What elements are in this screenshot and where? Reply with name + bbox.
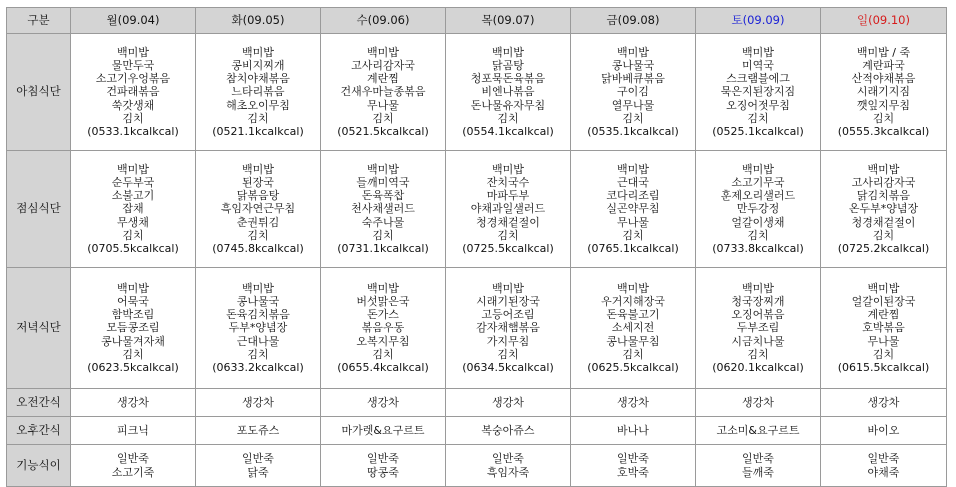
menu-item: 콩나물겨자채	[101, 334, 165, 348]
menu-item: 무나물	[867, 334, 900, 348]
menu-item: 시금치나물	[731, 334, 785, 348]
breakfast-cell-mon	[71, 34, 196, 151]
menu-item: 청경채겉절이	[851, 215, 916, 229]
menu-item: 생강차	[867, 395, 900, 409]
menu-item: 김치	[622, 228, 644, 242]
menu-item: 김치	[372, 347, 394, 361]
menu-item: 호박죽	[617, 465, 649, 479]
functional-diet-cell-sun	[821, 445, 947, 487]
menu-item: 미역국	[742, 59, 774, 73]
menu-item: 어묵국	[117, 295, 149, 309]
header-day-sun: 일(09.10)	[821, 8, 947, 34]
menu-item: 소고기우엉볶음	[95, 72, 171, 86]
breakfast-cell-wed	[321, 34, 446, 151]
menu-item: 닭김치볶음	[856, 189, 911, 203]
menu-item: 김치	[247, 228, 269, 242]
menu-item: 계란찜	[867, 308, 900, 322]
menu-item: 포도쥬스	[236, 423, 280, 437]
menu-item: 일반죽	[742, 452, 774, 466]
functional-diet-row	[7, 445, 947, 487]
menu-item: 김치	[622, 347, 644, 361]
menu-item: 백미밥	[867, 282, 900, 296]
menu-item: 느타리볶음	[231, 85, 285, 99]
menu-item: 바이오	[867, 423, 900, 437]
menu-item: 스크램블에그	[726, 72, 790, 86]
header-label: 구분	[7, 8, 71, 34]
menu-item: (0655.4kcalkcal)	[337, 360, 429, 374]
menu-item: 실곤약무침	[606, 202, 660, 216]
menu-item: 춘권튀김	[236, 215, 280, 229]
header-day-tue: 화(09.05)	[196, 8, 321, 34]
afternoon-snack-cell-mon	[71, 417, 196, 445]
menu-item: 계란찜	[367, 72, 399, 86]
menu-item: 백미밥	[617, 46, 649, 60]
menu-item: 근대국	[617, 176, 649, 190]
morning-snack-cell-mon	[71, 389, 196, 417]
morning-snack-cell-fri	[571, 389, 696, 417]
menu-item: 돈육불고기	[606, 308, 660, 322]
menu-item: 돈육김치볶음	[226, 308, 290, 322]
menu-item: 야채죽	[867, 465, 900, 479]
header-day-wed: 수(09.06)	[321, 8, 446, 34]
morning-snack-cell-thu	[446, 389, 571, 417]
menu-item: 오징어볶음	[731, 308, 785, 322]
menu-item: (0733.8kcalkcal)	[712, 241, 804, 255]
afternoon-snack-cell-thu	[446, 417, 571, 445]
menu-item: 김치	[622, 111, 644, 125]
dinner-cell-sun	[821, 268, 947, 389]
menu-item: 백미밥	[117, 282, 149, 296]
menu-item: 닭죽	[247, 465, 269, 479]
menu-item: 산적야채볶음	[851, 72, 916, 86]
menu-item: 돈가스	[367, 308, 399, 322]
lunch-row	[7, 151, 947, 268]
menu-item: 백미밥	[742, 163, 774, 177]
menu-item: 소고기무국	[731, 176, 785, 190]
menu-item: 백미밥	[117, 46, 149, 60]
functional-diet-cell-tue	[196, 445, 321, 487]
menu-item: 백미밥	[242, 282, 274, 296]
menu-item: 콩비지찌개	[231, 59, 285, 73]
functional-diet-cell-mon	[71, 445, 196, 487]
functional-diet-cell-fri	[571, 445, 696, 487]
menu-item: 일반죽	[617, 452, 649, 466]
menu-item: 시래기지짐	[856, 85, 911, 99]
menu-item: 김치	[872, 111, 895, 125]
menu-item: (0731.1kcalkcal)	[337, 241, 429, 255]
menu-item: 백미밥	[367, 282, 399, 296]
header-row	[7, 8, 947, 34]
header-day-sat: 토(09.09)	[696, 8, 821, 34]
menu-item: 김치	[872, 347, 895, 361]
breakfast-cell-thu	[446, 34, 571, 151]
menu-item: 청경채겉절이	[476, 215, 540, 229]
menu-item: 고등어조림	[481, 308, 535, 322]
afternoon-snack-cell-sun	[821, 417, 947, 445]
menu-item: 백미밥	[617, 282, 649, 296]
menu-item: 순두부국	[111, 176, 155, 190]
menu-item: (0705.5kcalkcal)	[87, 241, 179, 255]
morning-snack-cell-tue	[196, 389, 321, 417]
menu-item: 묵은지된장지짐	[720, 85, 796, 99]
menu-item: 된장국	[242, 176, 274, 190]
menu-item: 흑임자죽	[486, 465, 530, 479]
menu-item: 건새우마늘종볶음	[340, 85, 426, 99]
menu-item: 생강차	[117, 395, 149, 409]
morning-snack-label: 오전간식	[7, 389, 71, 417]
menu-item: 오징어젓무침	[726, 98, 790, 112]
menu-item: 쑥갓생채	[111, 98, 155, 112]
menu-item: 백미밥	[492, 46, 524, 60]
menu-item: 흑임자연근무침	[220, 202, 296, 216]
lunch-cell-sat	[696, 151, 821, 268]
menu-item: 땅콩죽	[367, 465, 399, 479]
menu-item: 닭바베큐볶음	[601, 72, 665, 86]
menu-item: 볶음우동	[361, 321, 405, 335]
lunch-cell-wed	[321, 151, 446, 268]
lunch-cell-tue	[196, 151, 321, 268]
menu-item: 돈육폭찹	[361, 189, 405, 203]
functional-diet-label: 기능식이	[7, 445, 71, 487]
menu-item: 야채과일샐러드	[470, 202, 546, 216]
functional-diet-cell-sat	[696, 445, 821, 487]
menu-item: 마가렛&요구르트	[341, 423, 425, 437]
menu-item: 들깨죽	[742, 465, 774, 479]
weekly-menu-table	[6, 7, 947, 487]
menu-item: 복숭아쥬스	[481, 423, 535, 437]
menu-item: 청국장찌개	[731, 295, 785, 309]
menu-item: 가지무침	[486, 334, 530, 348]
header-day-mon: 월(09.04)	[71, 8, 196, 34]
dinner-cell-tue	[196, 268, 321, 389]
menu-item: 백미밥	[242, 46, 274, 60]
menu-item: 숙주나물	[361, 215, 405, 229]
functional-diet-cell-wed	[321, 445, 446, 487]
menu-item: 구이김	[617, 85, 649, 99]
breakfast-cell-sun	[821, 34, 947, 151]
lunch-cell-thu	[446, 151, 571, 268]
breakfast-cell-fri	[571, 34, 696, 151]
menu-item: 무생채	[117, 215, 149, 229]
dinner-label: 저녁식단	[7, 268, 71, 389]
menu-item: 소불고기	[111, 189, 155, 203]
menu-item: 함박조림	[111, 308, 155, 322]
menu-item: 김치	[122, 228, 144, 242]
dinner-cell-sat	[696, 268, 821, 389]
menu-item: 백미밥	[117, 163, 149, 177]
menu-item: 김치	[497, 111, 519, 125]
breakfast-cell-tue	[196, 34, 321, 151]
menu-item: 잡채	[122, 202, 144, 216]
menu-body	[7, 34, 947, 487]
menu-item: 우거지해장국	[601, 295, 665, 309]
morning-snack-cell-sat	[696, 389, 821, 417]
morning-snack-cell-sun	[821, 389, 947, 417]
menu-item: 김치	[247, 111, 269, 125]
menu-item: 백미밥	[492, 163, 524, 177]
menu-item: 바나나	[617, 423, 649, 437]
menu-item: (0765.1kcalkcal)	[587, 241, 679, 255]
menu-item: 청포묵돈육볶음	[470, 72, 546, 86]
dinner-row	[7, 268, 947, 389]
menu-item: 생강차	[617, 395, 649, 409]
header-day-fri: 금(09.08)	[571, 8, 696, 34]
menu-item: 해초오이무침	[226, 98, 290, 112]
menu-item: 김치	[247, 347, 269, 361]
menu-item: (0535.1kcalkcal)	[587, 124, 679, 138]
menu-item: 김치	[122, 111, 144, 125]
menu-item: (0633.2kcalkcal)	[212, 360, 304, 374]
menu-item: 백미밥	[742, 282, 774, 296]
lunch-cell-sun	[821, 151, 947, 268]
menu-item: (0725.5kcalkcal)	[462, 241, 554, 255]
afternoon-snack-label: 오후간식	[7, 417, 71, 445]
menu-item: 오복지무침	[356, 334, 410, 348]
menu-item: 김치	[372, 111, 394, 125]
menu-item: 김치	[747, 347, 769, 361]
menu-item: (0521.5kcalkcal)	[337, 124, 429, 138]
menu-item: 두부*양념장	[228, 321, 288, 335]
afternoon-snack-cell-wed	[321, 417, 446, 445]
menu-item: (0625.5kcalkcal)	[587, 360, 679, 374]
menu-item: (0555.3kcalkcal)	[837, 124, 930, 138]
menu-item: 잔치국수	[486, 176, 530, 190]
menu-item: 콩나물국	[236, 295, 280, 309]
menu-item: 비엔나볶음	[481, 85, 535, 99]
menu-item: 콩나물국	[611, 59, 655, 73]
menu-item: 훈제오리샐러드	[720, 189, 796, 203]
menu-item: 소세지전	[611, 321, 655, 335]
menu-item: 김치	[747, 111, 769, 125]
menu-item: (0745.8kcalkcal)	[212, 241, 304, 255]
menu-item: (0620.1kcalkcal)	[712, 360, 804, 374]
dinner-cell-fri	[571, 268, 696, 389]
header-day-thu: 목(09.07)	[446, 8, 571, 34]
menu-item: 버섯맑은국	[356, 295, 410, 309]
functional-diet-cell-thu	[446, 445, 571, 487]
menu-item: 호박볶음	[862, 321, 905, 335]
menu-item: (0623.5kcalkcal)	[87, 360, 179, 374]
menu-item: 피크닉	[117, 423, 149, 437]
menu-item: 시래기된장국	[476, 295, 540, 309]
menu-item: 마파두부	[486, 189, 530, 203]
dinner-cell-mon	[71, 268, 196, 389]
menu-item: 근대나물	[236, 334, 280, 348]
menu-item: 김치	[497, 228, 519, 242]
menu-item: 고소미&요구르트	[716, 423, 800, 437]
menu-item: 생강차	[242, 395, 274, 409]
menu-item: 깻잎지무침	[856, 98, 911, 112]
afternoon-snack-row	[7, 417, 947, 445]
menu-item: 백미밥	[242, 163, 274, 177]
menu-item: 감자채햄볶음	[476, 321, 540, 335]
breakfast-row	[7, 34, 947, 151]
menu-item: 생강차	[742, 395, 774, 409]
morning-snack-row	[7, 389, 947, 417]
afternoon-snack-cell-sat	[696, 417, 821, 445]
menu-item: 백미밥 / 죽	[856, 46, 911, 60]
menu-item: 백미밥	[367, 46, 399, 60]
menu-item: 백미밥	[617, 163, 649, 177]
menu-item: (0725.2kcalkcal)	[837, 241, 930, 255]
afternoon-snack-cell-fri	[571, 417, 696, 445]
menu-item: 백미밥	[742, 46, 774, 60]
menu-item: (0554.1kcalkcal)	[462, 124, 554, 138]
menu-item: 일반죽	[367, 452, 399, 466]
menu-item: 닭곰탕	[492, 59, 524, 73]
menu-item: 김치	[372, 228, 394, 242]
menu-item: 일반죽	[492, 452, 524, 466]
menu-item: 김치	[497, 347, 519, 361]
menu-item: 건파래볶음	[106, 85, 160, 99]
menu-item: 무나물	[367, 98, 399, 112]
lunch-cell-fri	[571, 151, 696, 268]
menu-item: 온두부*양념장	[848, 202, 919, 216]
dinner-cell-thu	[446, 268, 571, 389]
menu-item: 얼갈이생채	[731, 215, 785, 229]
menu-item: 일반죽	[242, 452, 274, 466]
menu-item: (0525.1kcalkcal)	[712, 124, 804, 138]
menu-item: (0521.1kcalkcal)	[212, 124, 304, 138]
morning-snack-cell-wed	[321, 389, 446, 417]
menu-item: 김치	[872, 228, 895, 242]
menu-item: 백미밥	[492, 282, 524, 296]
menu-item: 일반죽	[867, 452, 900, 466]
menu-item: 두부조림	[736, 321, 780, 335]
menu-item: 코다리조림	[606, 189, 660, 203]
menu-item: 고사리감자국	[851, 176, 916, 190]
menu-item: 물만두국	[111, 59, 155, 73]
menu-item: (0533.1kcalkcal)	[87, 124, 179, 138]
menu-item: 열무나물	[611, 98, 655, 112]
menu-item: 백미밥	[367, 163, 399, 177]
menu-item: 들깨미역국	[356, 176, 410, 190]
menu-item: 김치	[122, 347, 144, 361]
menu-item: 생강차	[367, 395, 399, 409]
menu-item: 생강차	[492, 395, 524, 409]
menu-item: 백미밥	[867, 163, 900, 177]
menu-item: 돈나물유자무침	[470, 98, 546, 112]
menu-item: 참치야채볶음	[226, 72, 290, 86]
menu-item: (0634.5kcalkcal)	[462, 360, 554, 374]
menu-item: (0615.5kcalkcal)	[837, 360, 930, 374]
menu-item: 무나물	[617, 215, 649, 229]
lunch-label: 점심식단	[7, 151, 71, 268]
dinner-cell-wed	[321, 268, 446, 389]
menu-item: 얼갈이된장국	[851, 295, 916, 309]
menu-item: 계란파국	[862, 59, 905, 73]
menu-item: 만두강정	[736, 202, 780, 216]
menu-item: 김치	[747, 228, 769, 242]
menu-item: 모듬콩조림	[106, 321, 160, 335]
menu-item: 콩나물무침	[606, 334, 660, 348]
menu-item: 닭볶음탕	[236, 189, 280, 203]
breakfast-cell-sat	[696, 34, 821, 151]
menu-item: 고사리감자국	[351, 59, 415, 73]
lunch-cell-mon	[71, 151, 196, 268]
menu-item: 천사채샐러드	[351, 202, 415, 216]
menu-item: 일반죽	[117, 452, 149, 466]
breakfast-label: 아침식단	[7, 34, 71, 151]
menu-item: 소고기죽	[111, 465, 155, 479]
afternoon-snack-cell-tue	[196, 417, 321, 445]
